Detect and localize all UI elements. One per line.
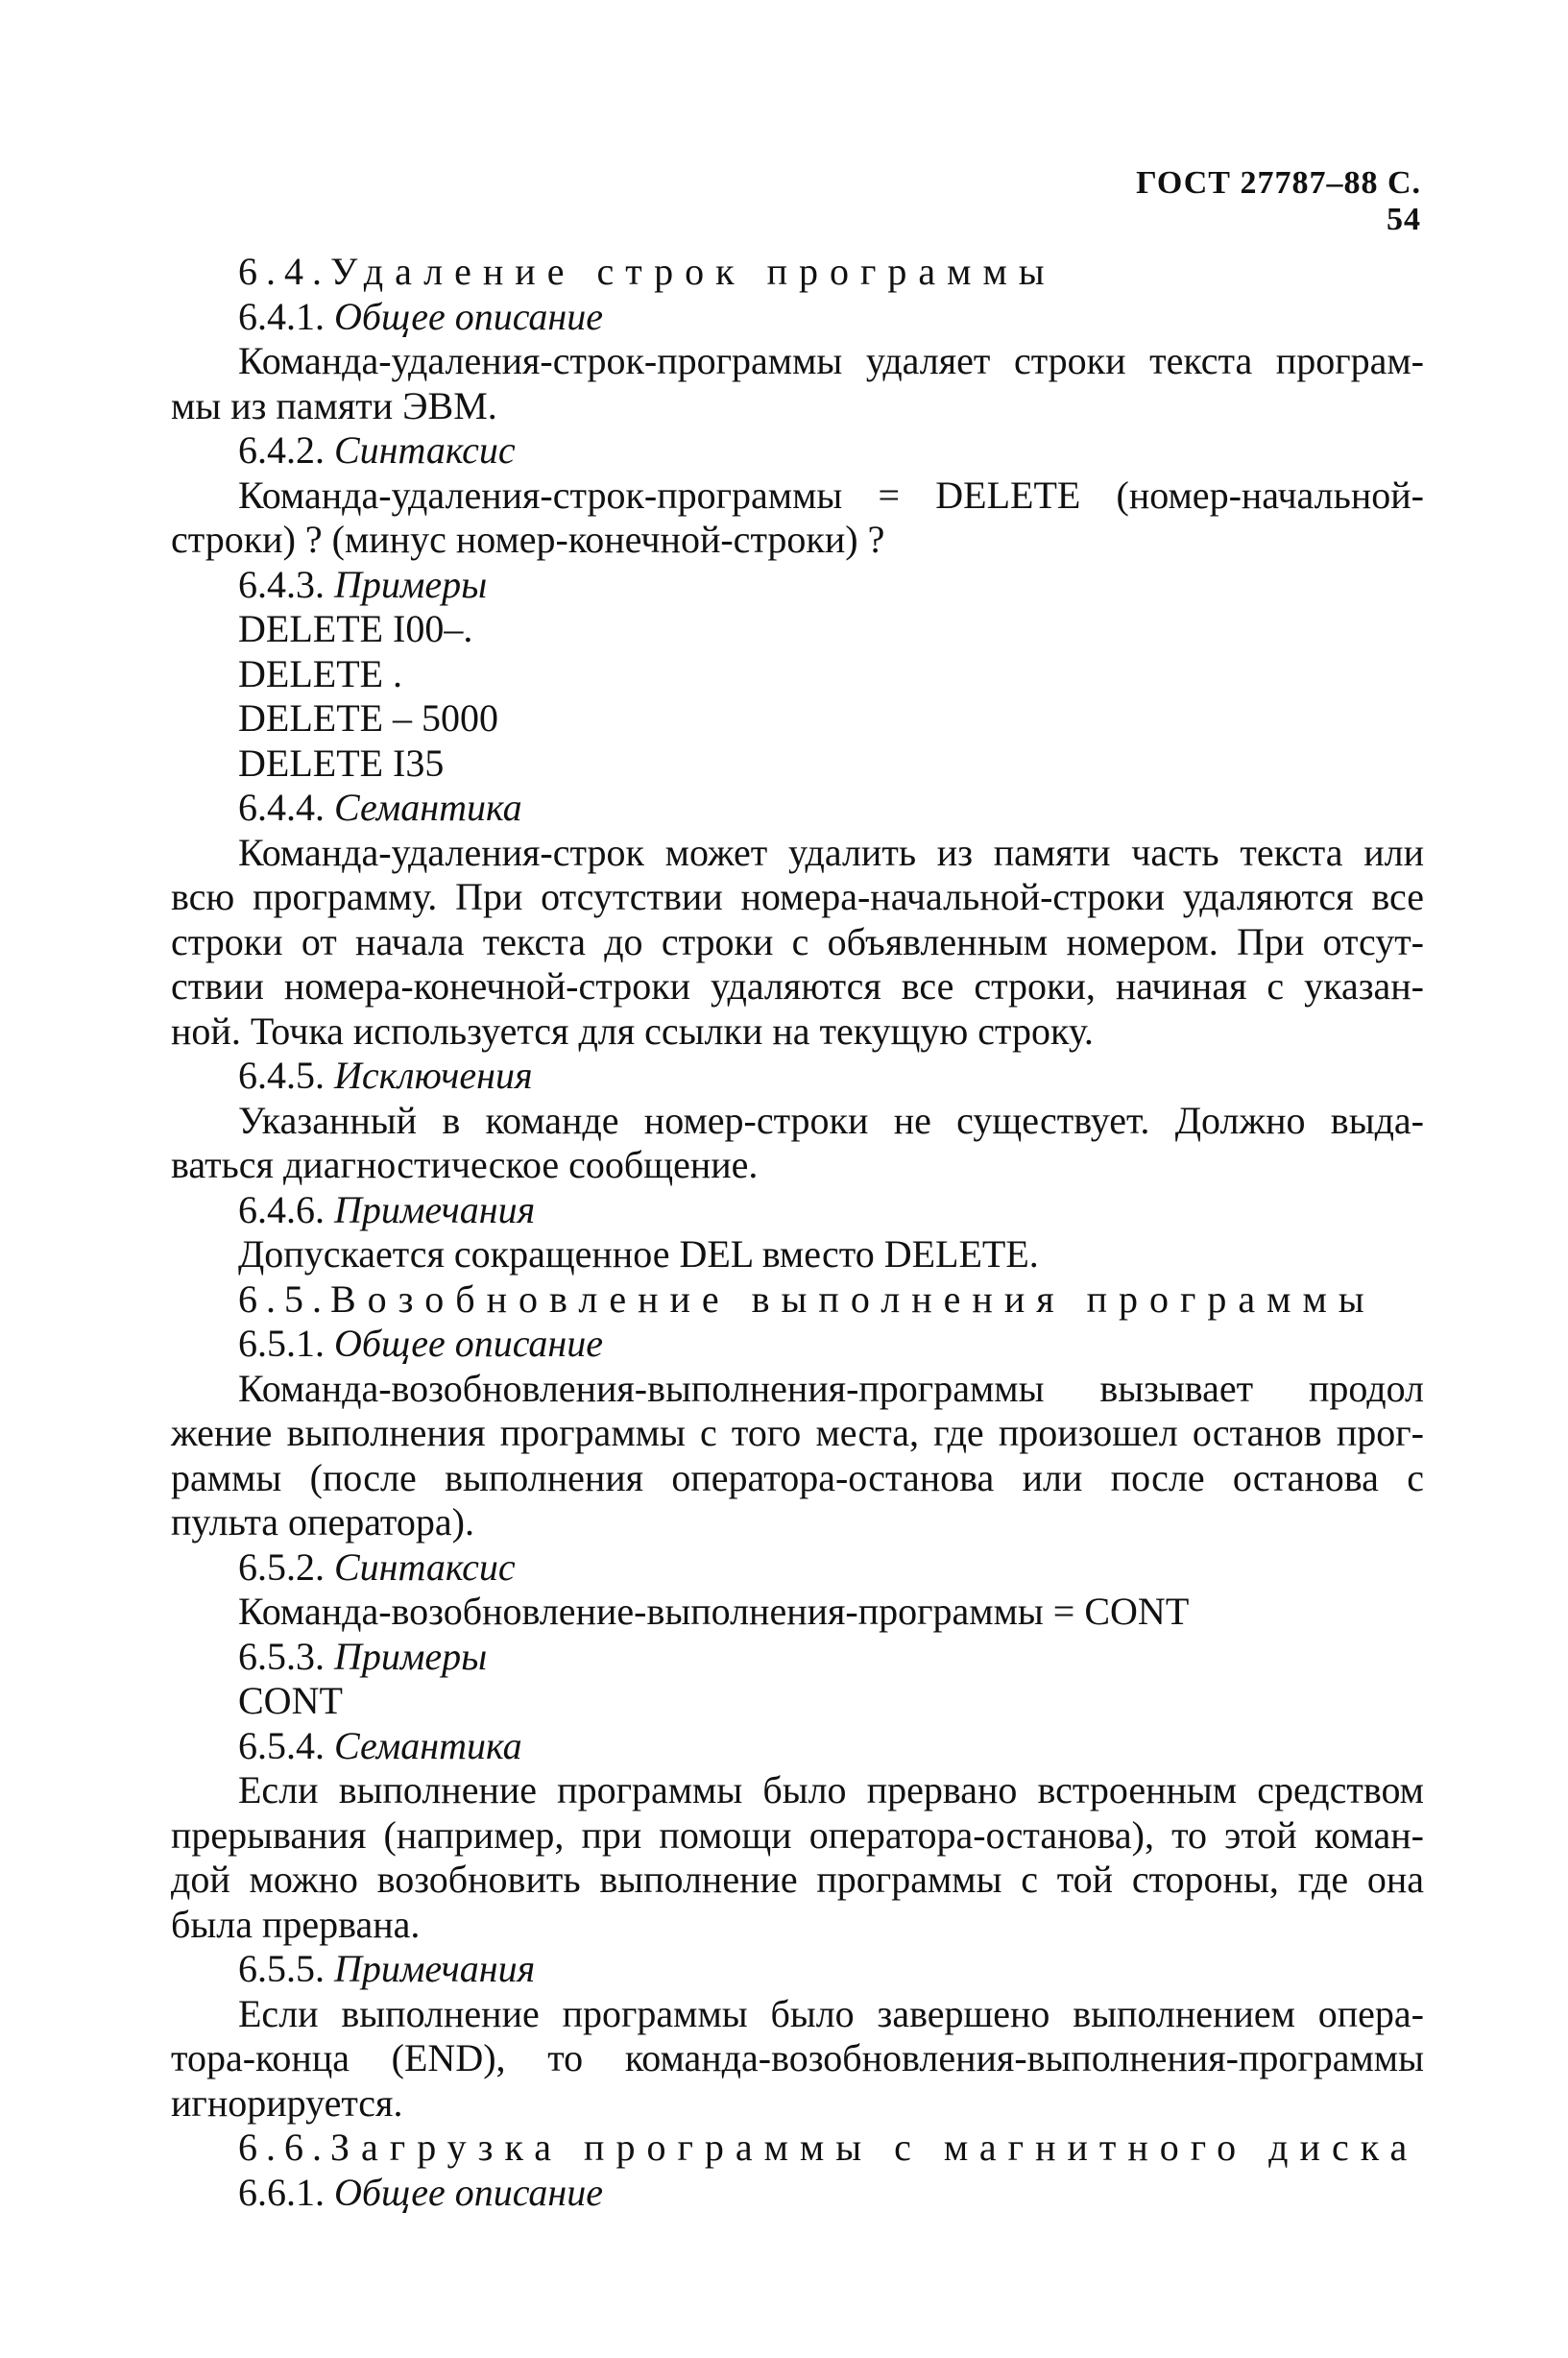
subsection-number: 6.4.1.: [238, 294, 325, 338]
subsection-title: Примеры: [334, 1634, 488, 1678]
subsection-number: 6.5.3.: [238, 1634, 325, 1678]
subsection-number: 6.6.1.: [238, 2170, 325, 2214]
subsection-title: Исключения: [334, 1054, 533, 1097]
subsection-heading-6-4-4: [171, 786, 1424, 831]
section-heading-6-6: [171, 2126, 1424, 2171]
paragraph-line: Команда-удаления-строк-программы удаляет строки текста програм-: [238, 339, 1424, 382]
page-body: [171, 250, 1424, 2215]
subsection-number: 6.5.2.: [238, 1544, 325, 1589]
subsection-number: 6.4.5.: [238, 1054, 325, 1097]
subsection-number: 6.4.4.: [238, 786, 325, 829]
paragraph-line: дой можно возобновить выполнение программы с той стороны, где она: [171, 1858, 1424, 1901]
subsection-heading-6-4-2: [171, 428, 1424, 474]
subsection-title: Семантика: [334, 786, 522, 829]
paragraph-line: ствии номера-конечной-строки удаляются все строки, начиная с указан-: [171, 964, 1424, 1008]
paragraph-line: была прервана.: [171, 1902, 421, 1946]
syntax-line: строки) ? (минус номер-конечной-строки) ?: [171, 518, 885, 561]
paragraph-line: тора-конца (END), то команда-возобновления-выполнения-программы: [171, 2036, 1424, 2079]
subsection-heading-6-5-3: [171, 1635, 1424, 1680]
paragraph-line: игнорируется.: [171, 2080, 403, 2125]
section-number: 6.5.: [238, 1276, 330, 1321]
subsection-title: Общее описание: [334, 294, 604, 338]
subsection-title: Примечания: [334, 1947, 536, 1990]
paragraph-line: прерывания (например, при помощи оператора-останова), то этой коман-: [171, 1812, 1424, 1857]
section-number: 6.4.: [238, 250, 330, 293]
subsection-title: Синтаксис: [334, 428, 516, 472]
running-header: ГОСТ 27787–88 С. 54: [1136, 165, 1421, 237]
paragraph-line: жение выполнения программы с того места, где произошел останов прог-: [171, 1411, 1424, 1454]
paragraph-line: всю программу. При отсутствии номера-начальной-строки удаляются все: [171, 875, 1424, 918]
subsection-number: 6.4.3.: [238, 562, 325, 606]
subsection-title: Примеры: [334, 562, 488, 606]
subsection-number: 6.4.2.: [238, 428, 325, 472]
example-line: DELETE I35: [238, 741, 445, 785]
subsection-number: 6.5.4.: [238, 1723, 325, 1767]
example-line: DELETE I00–.: [238, 607, 473, 650]
subsection-heading-6-4-3: [171, 563, 1424, 608]
subsection-title: Примечания: [334, 1187, 536, 1231]
subsection-heading-6-4-5: [171, 1054, 1424, 1099]
paragraph-line: Команда-удаления-строк может удалить из памяти часть текста или: [238, 830, 1424, 874]
syntax-line: Команда-возобновление-выполнения-программы = CONT: [238, 1590, 1190, 1633]
paragraph-line: Команда-возобновления-выполнения-программы вызывает продол: [238, 1366, 1424, 1410]
subsection-heading-6-6-1: [171, 2171, 1424, 2216]
paragraph-line: Если выполнение программы было завершено выполнением опера-: [238, 1991, 1424, 2035]
paragraph-line: пульта оператора).: [171, 1500, 474, 1544]
subsection-heading-6-5-4: [171, 1724, 1424, 1769]
section-title: Загрузка программы с магнитного диска: [330, 2126, 1419, 2169]
subsection-number: 6.5.1.: [238, 1322, 325, 1365]
subsection-title: Семантика: [334, 1723, 522, 1767]
section-title: Возобновление выполнения программы: [330, 1276, 1376, 1321]
section-heading-6-4: [171, 250, 1424, 295]
paragraph-line: Допускается сокращенное DEL вместо DELETE.: [238, 1232, 1039, 1276]
subsection-number: 6.5.5.: [238, 1947, 325, 1990]
paragraph-line: Если выполнение программы было прервано встроенным средством: [238, 1768, 1424, 1811]
section-title: Удаление строк программы: [330, 250, 1056, 293]
subsection-heading-6-5-1: [171, 1322, 1424, 1367]
subsection-title: Общее описание: [334, 2170, 604, 2214]
subsection-title: Общее описание: [334, 1322, 604, 1365]
paragraph-line: ваться диагностическое сообщение.: [171, 1143, 759, 1186]
paragraph-line: Указанный в команде номер-строки не существует. Должно выда-: [238, 1098, 1424, 1142]
section-number: 6.6.: [238, 2126, 330, 2169]
paragraph-line: ной. Точка используется для ссылки на текущую строку.: [171, 1009, 1094, 1053]
paragraph-line: мы из памяти ЭВМ.: [171, 383, 497, 427]
subsection-heading-6-4-6: [171, 1188, 1424, 1233]
example-line: DELETE – 5000: [238, 696, 499, 740]
subsection-heading-6-5-2: [171, 1545, 1424, 1591]
example-line: DELETE .: [238, 651, 403, 695]
example-line: CONT: [238, 1679, 343, 1722]
subsection-heading-6-4-1: [171, 295, 1424, 340]
subsection-heading-6-5-5: [171, 1947, 1424, 1992]
syntax-line: Команда-удаления-строк-программы = DELETE (номер-начальной-: [238, 473, 1424, 517]
paragraph-line: строки от начала текста до строки с объявленным номером. При отсут-: [171, 919, 1424, 963]
section-heading-6-5: [171, 1277, 1424, 1323]
subsection-title: Синтаксис: [334, 1544, 516, 1589]
paragraph-line: раммы (после выполнения оператора-останова или после останова с: [171, 1455, 1424, 1499]
subsection-number: 6.4.6.: [238, 1187, 325, 1231]
